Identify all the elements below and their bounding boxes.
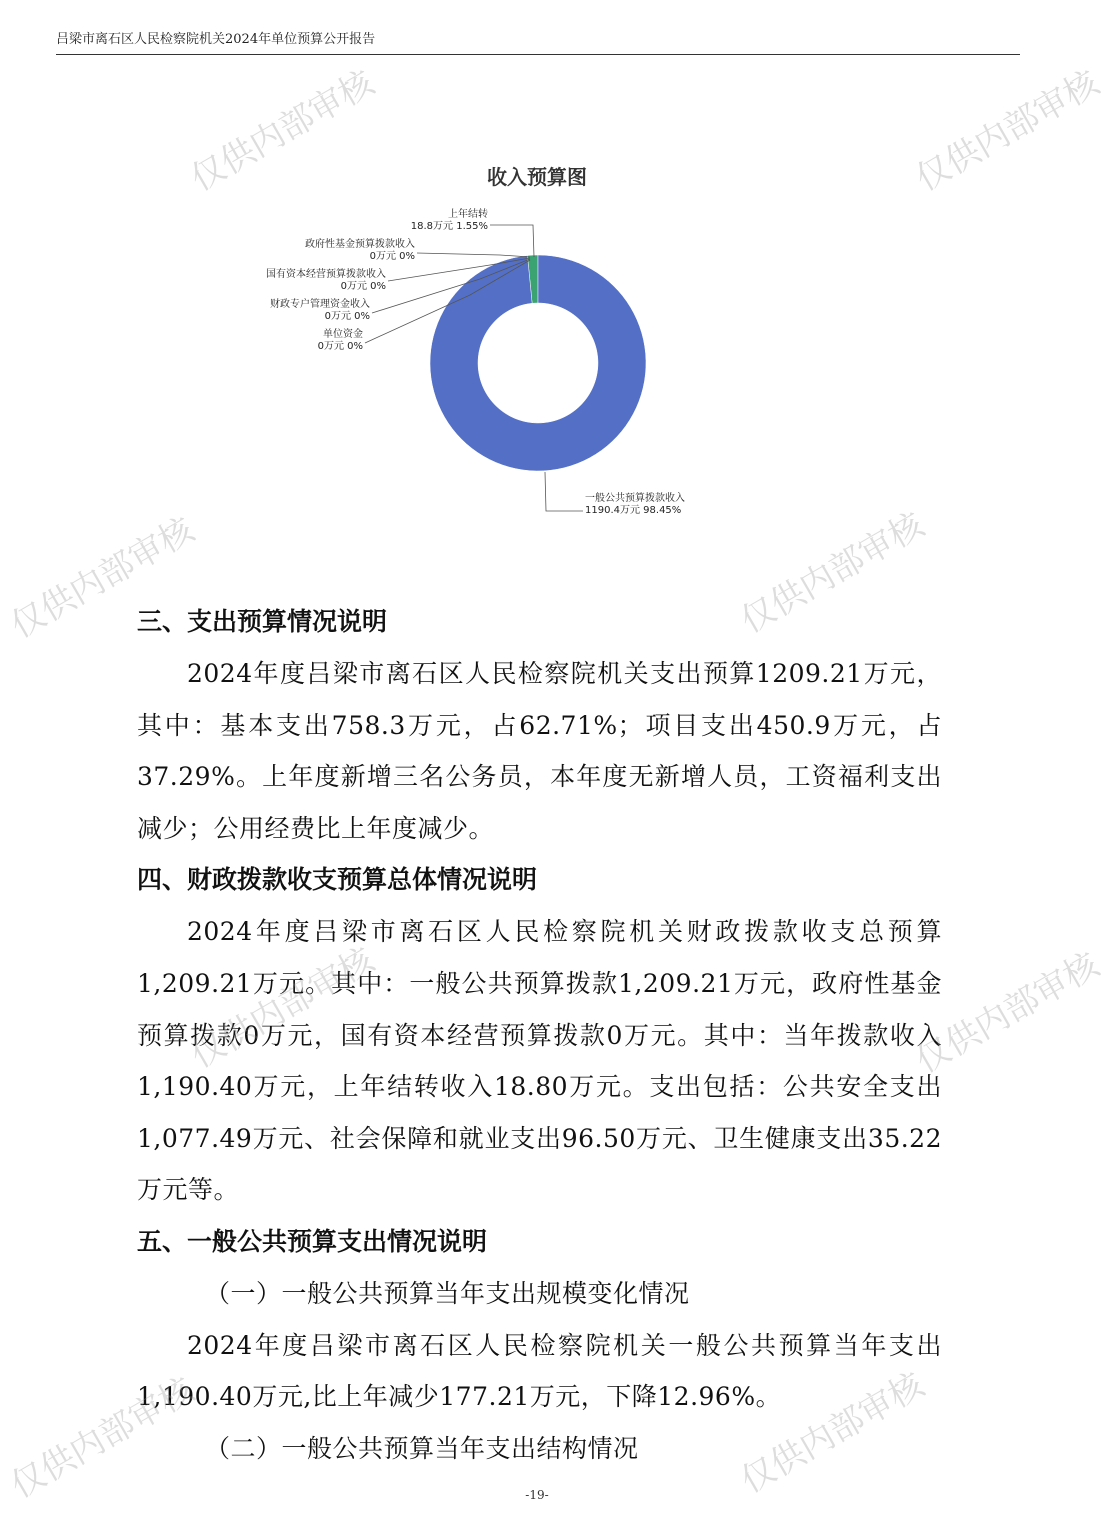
watermark: 仅供内部审核 [184,62,381,200]
slice-0 [430,255,646,471]
report-title: 吕梁市离石区人民检察院机关2024年单位预算公开报告 [56,32,376,47]
slice-value-1: 18.8万元 1.55% [410,221,488,232]
paragraph-scale-change: 2024年度吕梁市离石区人民检察院机关一般公共预算当年支出1,190.40万元,比上年减少177.21万元，下降12.96%。 [137,1330,942,1412]
slice-label-5: 单位资金 [323,329,363,340]
paragraph-fiscal: 2024年度吕梁市离石区人民检察院机关财政拨款收支总预算1,209.21万元。其中：一般公共预算拨款1,209.21万元，政府性基金预算拨款0万元，国有资本经营预算拨款0万元。其中：当年拨款收入1,190.40万元，上年结转收入18.80万元。支出包括：公共安全支出1,077.49万元、社会保障和就业支出96.50万元、卫生健康支出35.22万元等。 [137,917,942,1205]
section-heading-expenditure: 三、支出预算情况说明 [137,607,388,636]
slice-value-0: 1190.4万元 98.45% [585,505,682,516]
watermark: 仅供内部审核 [184,939,381,1077]
slice-value-2: 0万元 0% [369,251,415,262]
slice-label-4: 财政专户管理资金收入 [270,299,370,310]
watermark: 仅供内部审核 [734,1364,931,1502]
chart-title: 收入预算图 [487,165,587,189]
leader-line-2 [417,253,530,257]
slice-label-0: 一般公共预算拨款收入 [585,493,685,504]
leader-line-0 [545,472,583,511]
subheading-structure: （二）一般公共预算当年支出结构情况 [205,1433,639,1463]
watermark: 仅供内部审核 [4,1369,201,1507]
slice-value-3: 0万元 0% [340,281,386,292]
section-heading-general-budget: 五、一般公共预算支出情况说明 [137,1226,488,1256]
page-number: -19- [525,1488,549,1502]
subheading-scale-change: （一）一般公共预算当年支出规模变化情况 [205,1278,690,1308]
main-content [137,596,942,1474]
slice-value-4: 0万元 0% [324,311,370,322]
slice-label-2: 政府性基金预算拨款收入 [305,239,415,250]
paragraph-expenditure: 2024年度吕梁市离石区人民检察院机关支出预算1209.21万元，其中：基本支出758.3万元，占62.71%；项目支出450.9万元，占37.29%。上年度新增三名公务员，本年度无新增人员，工资福利支出减少；公用经费比上年度减少。 [137,659,942,843]
leader-line-1 [490,225,534,257]
slice-label-3: 国有资本经营预算拨款收入 [266,269,386,280]
watermark: 仅供内部审核 [734,504,931,642]
income-donut-chart [200,195,760,535]
section-heading-fiscal: 四、财政拨款收支预算总体情况说明 [137,865,538,895]
slice-value-5: 0万元 0% [317,341,363,352]
watermark: 仅供内部审核 [909,944,1106,1082]
slice-label-1: 上年结转 [448,209,488,220]
page-header [56,30,1020,55]
watermark: 仅供内部审核 [909,62,1106,200]
watermark: 仅供内部审核 [4,509,201,647]
